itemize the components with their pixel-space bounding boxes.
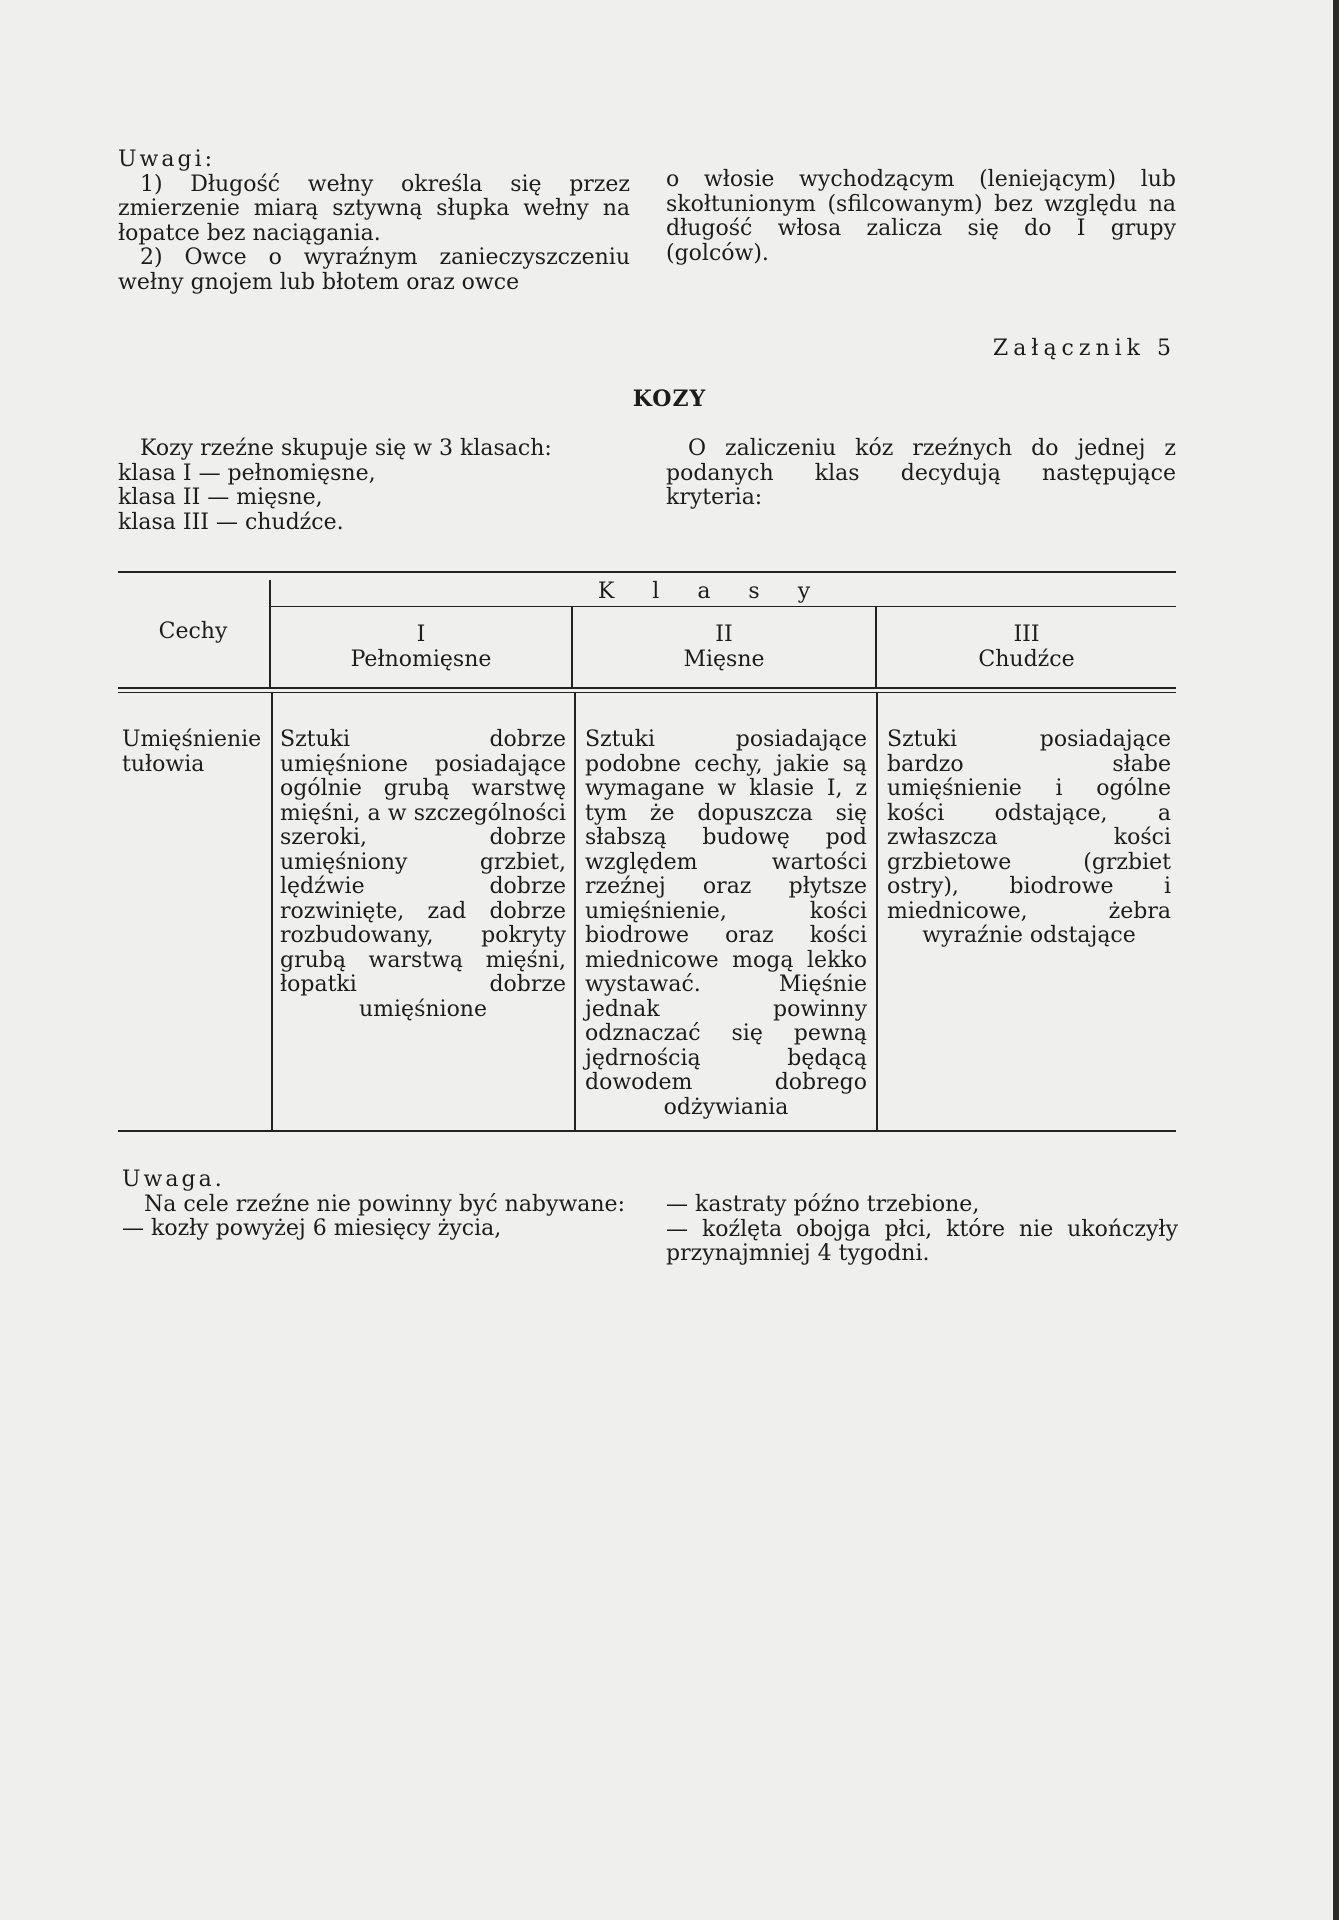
intro-left-column [118, 437, 618, 535]
bottom-note-item-3: — koźlęta obojga płci, które nie ukończyły przynajmniej 4 tygodni. [666, 1216, 1178, 1266]
note-1: 1) Długość wełny określa się przez zmierzenie miarą sztywną słupka wełny na łopatce bez naciągania. [118, 171, 630, 246]
header-mid-rule [270, 606, 1176, 607]
class-numeral: I [416, 622, 426, 647]
notes-heading: Uwagi: [118, 147, 216, 172]
table-cell-class-1: Sztuki dobrze umięśnione posiadające ogólnie grubą warstwę mięśni, a w szczególności szeroki, dobrze umięśniony grzbiet, lędźwie dobrze rozwinięte, zad dobrze rozbudowany, pokryty grubą warstwą mięśni, łopatki dobrze umięśnione [280, 727, 566, 1022]
notes-top-right-column [666, 168, 1176, 266]
bottom-note-intro: Na cele rzeźne nie powinny być nabywane: [144, 1191, 625, 1217]
feature-column-header: Cechy [158, 619, 228, 644]
table-top-rule [118, 571, 1176, 573]
bottom-note-heading: Uwaga. [122, 1167, 225, 1192]
page-title: KOZY [632, 386, 707, 412]
classes-group-header: Klasy [597, 579, 849, 604]
note-2-end: o włosie wychodzącym (leniejącym) lub skołtunionym (sfilcowanym) bez względu na długość włosa zalicza się do I grupy (golców). [666, 167, 1176, 266]
class-name: Pełnomięsne [350, 646, 492, 672]
annex-label: Załącznik 5 [992, 336, 1176, 361]
table-cell-class-2: Sztuki posiadające podobne cechy, jakie są wymagane w klasie I, z tym że dopuszcza się słabszą budowę pod względem wartości rzeźnej oraz płytsze umięśnienie, kości biodrowe oraz kości miednicowe mogą lekko wystawać. Mięśnie jednak powinny odznaczać się pewną jędrnością będącą dowodem dobrego odżywiania [585, 727, 867, 1120]
col-divider-1-body [271, 693, 273, 1130]
bottom-note-item-1: — kozły powyżej 6 miesięcy życia, [122, 1216, 502, 1241]
col-divider-2-body [574, 693, 576, 1130]
bottom-note-item-2: — kastraty późno trzebione, [666, 1192, 980, 1217]
note-2-start: 2) Owce o wyraźnym zanieczyszczeniu wełny gnojem lub błotem oraz owce [118, 245, 630, 295]
page-edge [1333, 0, 1339, 1920]
intro-right-column [666, 437, 1176, 511]
notes-top-left-column [118, 148, 630, 295]
class-name: Mięsne [683, 646, 765, 672]
notes-bottom-right-column [666, 1193, 1178, 1267]
header-bottom-rule [118, 687, 1176, 689]
col-divider-2-header [571, 607, 573, 688]
class-header-2 [574, 623, 874, 672]
notes-bottom-left-column [122, 1168, 630, 1242]
class-numeral: III [1013, 622, 1040, 647]
table-cell-class-3: Sztuki posiadające bardzo słabe umięśnienie i ogólne kości odstające, a zwłaszcza kości grzbietowe (grzbiet ostry), biodrowe i miednicowe, żebra wyraźnie odstające [887, 727, 1171, 948]
col-divider-3-body [876, 693, 878, 1130]
class-line-1: klasa I — pełnomięsne, [118, 460, 376, 486]
table-bottom-rule [118, 1130, 1176, 1132]
header-bottom-rule-2 [118, 692, 1176, 693]
class-header-1 [272, 623, 570, 672]
class-header-3 [877, 623, 1176, 672]
intro-lead: Kozy rzeźne skupuje się w 3 klasach: [140, 436, 552, 461]
class-name: Chudźce [978, 646, 1075, 672]
class-line-2: klasa II — mięsne, [118, 485, 323, 510]
class-numeral: II [715, 622, 733, 647]
class-line-3: klasa III — chudźce. [118, 509, 344, 535]
criteria-text: O zaliczeniu kóz rzeźnych do jednej z podanych klas decydują następujące kryteria: [666, 436, 1176, 510]
table-row-feature: Umięśnienie tułowia [122, 727, 262, 777]
